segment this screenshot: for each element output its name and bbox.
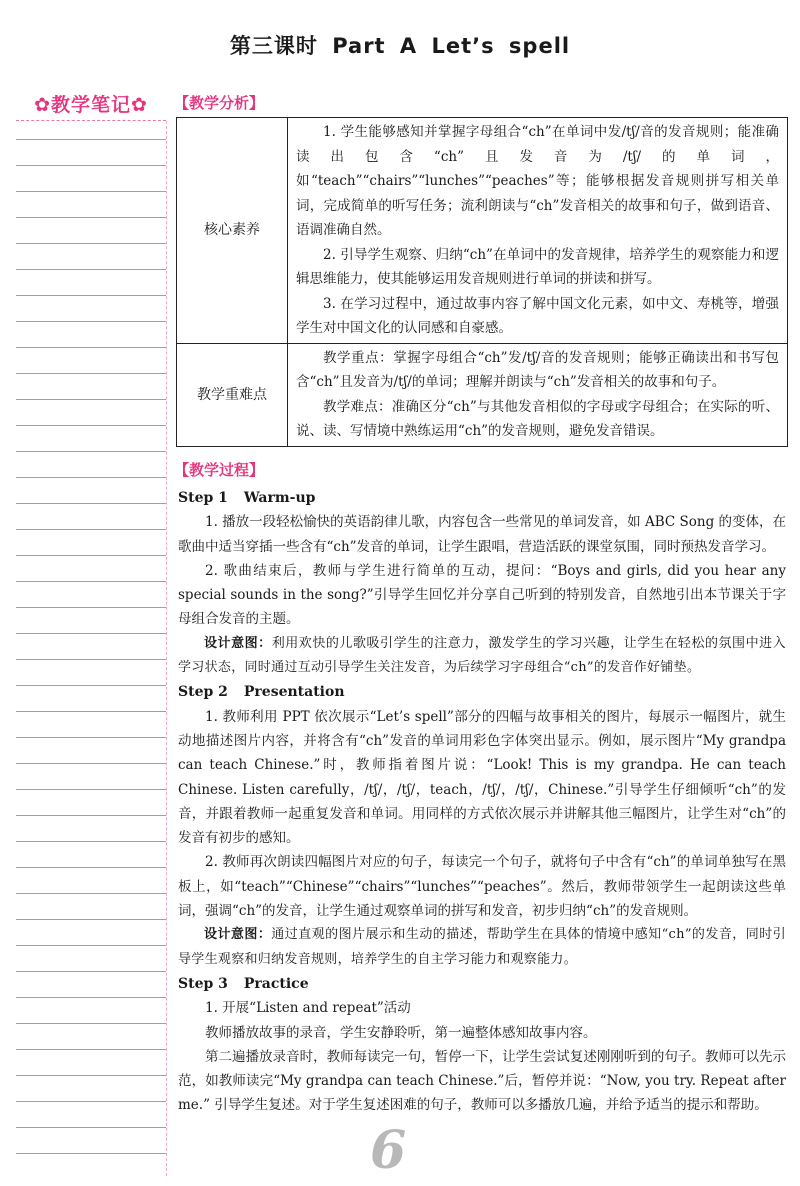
paragraph: 教师播放故事的录音，学生安静聆听，第一遍整体感知故事内容。 — [205, 1024, 597, 1041]
intent-label: 设计意图： — [204, 927, 272, 943]
step-label: Step 1 — [178, 490, 228, 506]
row-label: 教学重难点 — [177, 343, 288, 446]
process-content — [178, 486, 786, 1118]
design-intent — [178, 923, 786, 972]
paragraph: 教学难点：准确区分“ch”与其他发音相似的字母或字母组合；在实际的听、说、读、写情境中熟练运用“ch”的发音规则，避免发音错误。 — [296, 398, 779, 439]
paragraph: 2. 教师再次朗读四幅图片对应的句子，每读完一个句子，就将句子中含有“ch”的单词单独写在黑板上，如“teach”“Chinese”“chairs”“lunches”“peaches”。然后，教师带领学生一起朗读这些单词，强调“ch”的发音，让学生通过观察单词的拼写和发音，初步归纳“ch”的发音规则。 — [178, 854, 786, 920]
paragraph: 教学重点：掌握字母组合“ch”发/tʃ/音的发音规则；能够正确读出和书写包含“ch”且发音为/tʃ/的单词；理解并朗读与“ch”发音相关的故事和句子。 — [296, 349, 779, 390]
row-content — [288, 118, 788, 344]
step-label: Step 3 — [178, 975, 228, 992]
intent-label: 设计意图： — [204, 635, 272, 651]
step-heading — [178, 486, 786, 510]
step-title: Presentation — [243, 684, 345, 701]
page-title: 第三课时 Part A Let’s spell — [229, 34, 571, 58]
intent-text: 利用欢快的儿歌吸引学生的注意力，激发学生的学习兴趣，让学生在轻松的氛围中进入学习状态，同时通过互动引导学生关注发音，为后续学习字母组合“ch”的发音作好铺垫。 — [178, 635, 786, 676]
table-row — [177, 118, 788, 344]
row-content — [288, 343, 788, 446]
step-title: Warm-up — [243, 490, 316, 506]
row-label: 核心素养 — [177, 118, 288, 344]
paragraph: 1. 教师利用 PPT 依次展示“Let’s spell”部分的四幅与故事相关的图片，每展示一幅图片，就生动地描述图片内容，并将含有“ch”发音的单词用彩色字体突出显示。例如，展示图片“My grandpa can teach Chinese.”时，教师指着图片说：“Look! This is my grandpa. He can teach Chinese. Listen carefully，/tʃ/，/tʃ/，teach，/tʃ/，/tʃ/，Chinese.”引导学生仔细倾听“ch”的发音，并跟着教师一起重复发音和单词。用同样的方式依次展示并讲解其他三幅图片，让学生对“ch”的发音有初步的感知。 — [178, 708, 786, 847]
notes-sidebar — [16, 90, 166, 1176]
paragraph: 1. 播放一段轻松愉快的英语韵律儿歌，内容包含一些常见的单词发音，如 ABC Song 的变体，在歌曲中适当穿插一些含有“ch”发音的单词，让学生跟唱，营造活跃的课堂氛围，同时预热发音学习。 — [178, 514, 787, 555]
paragraph: 1. 学生能够感知并掌握字母组合“ch”在单词中发/tʃ/音的发音规则；能准确读出包含“ch”且发音为/tʃ/的单词，如“teach”“chairs”“lunches”“peaches”等；能够根据发音规则拼写相关单词，完成简单的听写任务；流利朗读与“ch”发音相关的故事和句子，做到语音、语调准确自然。 — [296, 124, 779, 238]
intent-text: 通过直观的图片展示和生动的描述，帮助学生在具体的情境中感知“ch”的发音，同时引导学生观察和归纳发音规则，培养学生的自主学习能力和观察能力。 — [178, 927, 786, 967]
page-number: 6 — [370, 1120, 407, 1181]
step-heading — [178, 972, 786, 996]
sidebar-title: ✿教学笔记✿ — [16, 90, 166, 121]
analysis-heading: 【教学分析】 — [174, 94, 265, 112]
paragraph: 2. 引导学生观察、归纳“ch”在单词中的发音规律，培养学生的观察能力和逻辑思维能力，使其能够运用发音规则进行单词的拼读和拼写。 — [296, 246, 779, 287]
paragraph: 第二遍播放录音时，教师每读完一句，暂停一下，让学生尝试复述刚刚听到的句子。教师可以先示范，如教师读完“My grandpa can teach Chinese.”后，暂停并说：“Now, you try. Repeat after me.” 引导学生复述。对于学生复述困难的句子，教师可以多播放几遍，并给予适当的提示和帮助。 — [178, 1048, 786, 1114]
step-heading — [178, 680, 786, 704]
table-row — [177, 343, 788, 446]
paragraph: 2. 歌曲结束后，教师与学生进行简单的互动，提问：“Boys and girls, did you hear any special sounds in the song?”引导学生回忆并分享自己听到的特别发音，自然地引出本节课关于字母组合发音的主题。 — [178, 562, 786, 628]
note-lines — [16, 121, 167, 1176]
design-intent — [178, 632, 786, 681]
step-label: Step 2 — [178, 684, 228, 701]
paragraph: 1. 开展“Listen and repeat”活动 — [205, 1000, 411, 1017]
process-heading: 【教学过程】 — [174, 461, 265, 479]
step-title: Practice — [243, 975, 309, 992]
paragraph: 3. 在学习过程中，通过故事内容了解中国文化元素，如中文、寿桃等，增强学生对中国文化的认同感和自豪感。 — [296, 295, 779, 336]
analysis-table — [176, 117, 788, 447]
